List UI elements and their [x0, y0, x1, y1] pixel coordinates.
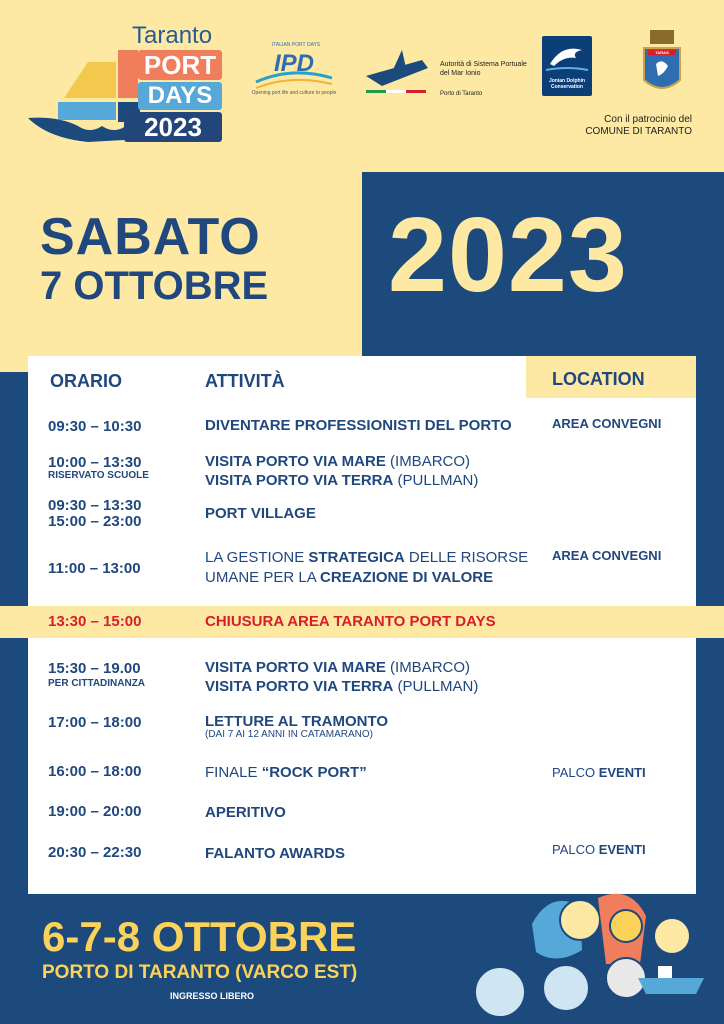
table-row — [28, 763, 696, 785]
crest-label: TARAS — [655, 50, 669, 55]
activity-light: LA GESTIONE — [205, 549, 309, 566]
footer-place: PORTO DI TARANTO (VARCO EST) — [42, 962, 358, 983]
activity-bold: VISITA PORTO VIA MARE — [205, 659, 386, 676]
row-time-note: RISERVATO SCUOLE — [48, 470, 149, 481]
row-time: 15:30 – 19.00 — [48, 660, 141, 677]
row-activity-line2 — [205, 471, 478, 490]
row-activity: PORT VILLAGE — [205, 505, 316, 522]
table-row — [28, 803, 696, 825]
row-activity: APERITIVO — [205, 804, 286, 821]
ipd-logo-mark: IPD — [273, 50, 314, 77]
activity-light: (IMBARCO) — [385, 453, 471, 470]
activity-light: (IMBARCO) — [385, 659, 471, 676]
table-row — [28, 548, 696, 590]
row-location: AREA CONVEGNI — [552, 416, 662, 431]
row-location: AREA CONVEGNI — [552, 548, 662, 563]
row-activity: DIVENTARE PROFESSIONISTI DEL PORTO — [205, 417, 512, 434]
row-time-second: 15:00 – 23:00 — [48, 513, 142, 530]
row-time-note: PER CITTADINANZA — [48, 678, 146, 689]
row-activity: LETTURE AL TRAMONTO — [205, 713, 389, 730]
location-bold: EVENTI — [598, 765, 646, 780]
activity-light: FINALE — [205, 764, 262, 781]
ipd-logo-top: ITALIAN PORT DAYS — [271, 42, 321, 48]
jdc-line2: Conservation — [551, 84, 583, 90]
row-activity: FALANTO AWARDS — [205, 845, 346, 862]
logo-word-port: PORT — [138, 50, 222, 80]
row-time: 09:30 – 10:30 — [48, 418, 142, 435]
table-row — [28, 495, 696, 535]
table-row — [28, 712, 696, 744]
adsp-line1: Autorità di Sistema Portuale — [440, 61, 527, 68]
logo-word-year: 2023 — [124, 112, 222, 142]
closure-activity: CHIUSURA AREA TARANTO PORT DAYS — [205, 613, 496, 630]
patronage-line1: Con il patrocinio del — [604, 114, 692, 125]
people-illustration-icon — [470, 880, 714, 1020]
row-activity-note: (DAI 7 AI 12 ANNI IN CATAMARANO) — [205, 729, 373, 740]
title-year: 2023 — [388, 196, 628, 314]
header-activity: ATTIVITÀ — [205, 371, 285, 391]
row-time: 19:00 – 20:00 — [48, 803, 142, 820]
location-light: PALCO — [552, 842, 599, 857]
row-time: 20:30 – 22:30 — [48, 844, 142, 861]
header-time: ORARIO — [50, 371, 122, 391]
row-activity — [205, 763, 367, 782]
logo-word-days: DAYS — [138, 82, 222, 110]
city-crest-icon — [640, 30, 684, 100]
adsp-logo-sub: Porto di Taranto — [440, 91, 483, 97]
row-location — [552, 765, 646, 780]
activity-bold: VISITA PORTO VIA TERRA — [205, 472, 394, 489]
activity-light: (PULLMAN) — [393, 678, 479, 695]
activity-light: DELLE RISORSE — [404, 549, 529, 566]
row-activity-line1 — [205, 548, 528, 567]
row-activity-line2 — [205, 568, 493, 587]
header-location: LOCATION — [552, 369, 645, 389]
row-time: 17:00 – 18:00 — [48, 714, 142, 731]
table-row — [28, 452, 696, 492]
row-time: 11:00 – 13:00 — [48, 560, 141, 577]
row-activity-line1 — [205, 452, 470, 471]
activity-bold: STRATEGICA — [308, 549, 405, 566]
activity-bold: VISITA PORTO VIA MARE — [205, 453, 386, 470]
activity-bold: “ROCK PORT” — [261, 764, 367, 781]
activity-bold: VISITA PORTO VIA TERRA — [205, 678, 394, 695]
jonian-dolphin-text — [540, 78, 594, 90]
row-time: 09:30 – 13:30 — [48, 497, 142, 514]
location-light: PALCO — [552, 765, 599, 780]
activity-light: UMANE PER LA — [205, 569, 321, 586]
patronage-text — [572, 114, 692, 138]
table-row — [28, 844, 696, 866]
ipd-logo-tagline: Opening port life and culture to people — [251, 90, 337, 96]
table-row — [28, 416, 696, 446]
logo-word-taranto: Taranto — [132, 22, 213, 49]
table-row — [28, 658, 696, 698]
title-date: 7 OTTOBRE — [40, 264, 269, 308]
location-bold: EVENTI — [598, 842, 646, 857]
activity-bold: CREAZIONE DI VALORE — [320, 569, 494, 586]
closure-time: 13:30 – 15:00 — [48, 613, 142, 630]
row-activity-line1 — [205, 658, 470, 677]
dolphin-icon — [542, 36, 592, 76]
row-time: 10:00 – 13:30 — [48, 454, 142, 471]
activity-light: (PULLMAN) — [393, 472, 479, 489]
adsp-line2: del Mar Ionio — [440, 70, 481, 77]
patronage-line2: COMUNE DI TARANTO — [585, 126, 692, 137]
title-day: SABATO — [40, 208, 261, 266]
row-time: 16:00 – 18:00 — [48, 763, 142, 780]
jdc-line1: Jonian Dolphin — [548, 78, 586, 84]
adsp-logo — [362, 46, 432, 96]
footer-free-entry: INGRESSO LIBERO — [170, 991, 255, 1001]
row-location — [552, 842, 646, 857]
footer-dates: 6-7-8 OTTOBRE — [42, 913, 357, 960]
row-activity-line2 — [205, 677, 478, 696]
